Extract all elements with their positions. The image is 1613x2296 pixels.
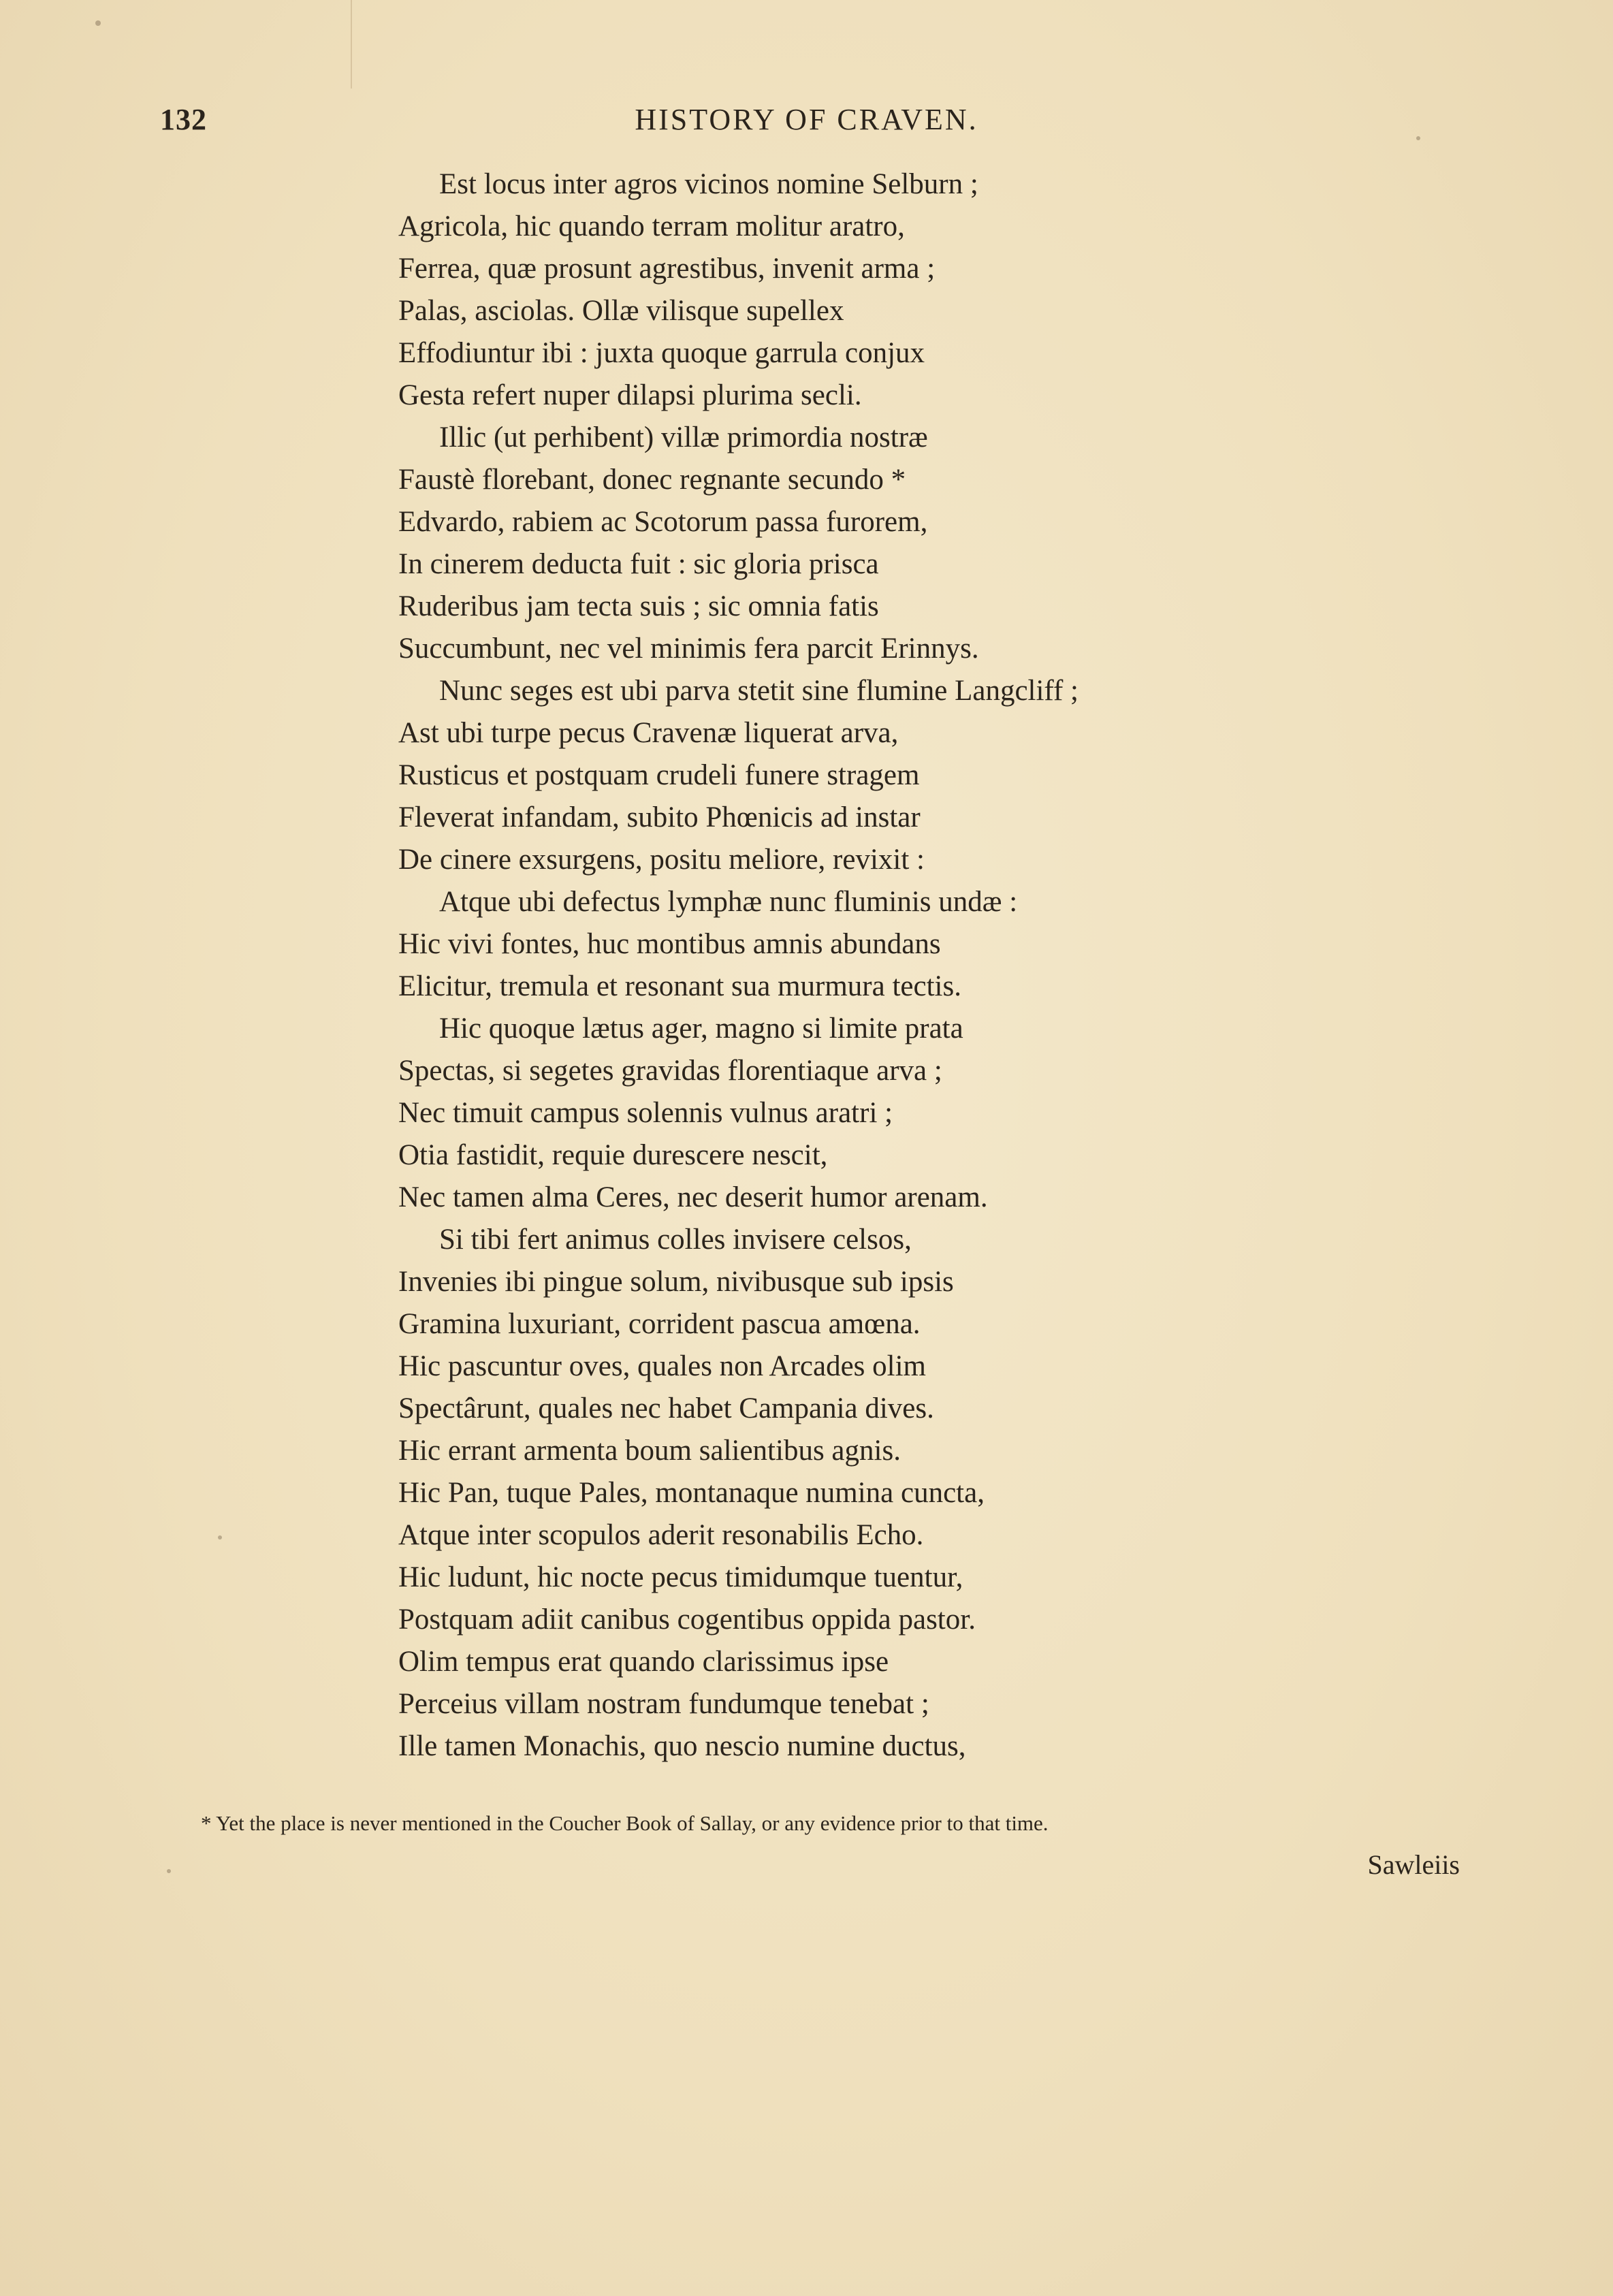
poem-line: Effodiuntur ibi : juxta quoque garrula conjux [398, 337, 925, 369]
poem-line: Fleverat infandam, subito Phœnicis ad instar [398, 801, 921, 833]
poem-line: Perceius villam nostram fundumque tenebat ; [398, 1688, 929, 1720]
poem-line: Invenies ibi pingue solum, nivibusque sub ipsis [398, 1266, 954, 1298]
poem-line: Gesta refert nuper dilapsi plurima secli. [398, 379, 862, 411]
poem-line: Olim tempus erat quando clarissimus ipse [398, 1646, 889, 1678]
poem-line: In cinerem deducta fuit : sic gloria prisca [398, 548, 879, 580]
poem-line: Est locus inter agros vicinos nomine Selburn ; [439, 168, 978, 200]
poem-line: Ruderibus jam tecta suis ; sic omnia fatis [398, 590, 879, 622]
poem-line: Illic (ut perhibent) villæ primordia nostræ [439, 421, 928, 453]
poem-line: De cinere exsurgens, positu meliore, revixit : [398, 844, 925, 876]
poem-line: Nunc seges est ubi parva stetit sine flumine Langcliff ; [439, 675, 1079, 707]
poem-line: Spectas, si segetes gravidas florentiaque arva ; [398, 1055, 942, 1087]
poem-line: Elicitur, tremula et resonant sua murmura tectis. [398, 970, 961, 1002]
poem-line: Nec timuit campus solennis vulnus aratri ; [398, 1097, 893, 1129]
paper-speck [167, 1869, 171, 1873]
poem-line: Faustè florebant, donec regnante secundo * [398, 464, 906, 496]
poem-line: Ast ubi turpe pecus Cravenæ liquerat arva, [398, 717, 899, 749]
poem-line: Hic quoque lætus ager, magno si limite prata [439, 1013, 963, 1045]
poem-line: Spectârunt, quales nec habet Campania dives. [398, 1392, 934, 1424]
running-head: HISTORY OF CRAVEN. [635, 103, 978, 136]
catchword: Sawleiis [1367, 1849, 1460, 1880]
poem-line: Hic Pan, tuque Pales, montanaque numina cuncta, [398, 1477, 985, 1509]
poem-line: Hic pascuntur oves, quales non Arcades olim [398, 1350, 927, 1382]
page-number: 132 [160, 103, 207, 136]
poem-line: Otia fastidit, requie durescere nescit, [398, 1139, 828, 1171]
paper-speck [218, 1535, 222, 1540]
poem-line: Rusticus et postquam crudeli funere stragem [398, 759, 920, 791]
page-fold-mark [351, 0, 352, 89]
poem-line: Hic vivi fontes, huc montibus amnis abundans [398, 928, 941, 960]
paper-speck [95, 20, 101, 26]
poem-line: Atque inter scopulos aderit resonabilis Echo. [398, 1519, 924, 1551]
paper-speck [1416, 136, 1420, 140]
poem-line: Ille tamen Monachis, quo nescio numine ductus, [398, 1730, 966, 1762]
poem-line: Atque ubi defectus lymphæ nunc fluminis undæ : [439, 886, 1018, 918]
poem-line: Nec tamen alma Ceres, nec deserit humor arenam. [398, 1181, 988, 1213]
poem-line: Si tibi fert animus colles invisere celsos, [439, 1224, 912, 1256]
poem-line: Palas, asciolas. Ollæ vilisque supellex [398, 295, 844, 327]
poem-line: Succumbunt, nec vel minimis fera parcit Erinnys. [398, 633, 979, 665]
poem-line: Agricola, hic quando terram molitur aratro, [398, 210, 905, 242]
poem-line: Gramina luxuriant, corrident pascua amœna. [398, 1308, 921, 1340]
poem-line: Edvardo, rabiem ac Scotorum passa furorem, [398, 506, 928, 538]
poem-line: Hic ludunt, hic nocte pecus timidumque tuentur, [398, 1561, 963, 1593]
poem-line: Ferrea, quæ prosunt agrestibus, invenit arma ; [398, 253, 936, 285]
poem-line: Postquam adiit canibus cogentibus oppida pastor. [398, 1604, 976, 1636]
poem-line: Hic errant armenta boum salientibus agnis. [398, 1435, 901, 1467]
footnote: * Yet the place is never mentioned in the Coucher Book of Sallay, or any evidence prior to that time. [201, 1811, 1049, 1835]
